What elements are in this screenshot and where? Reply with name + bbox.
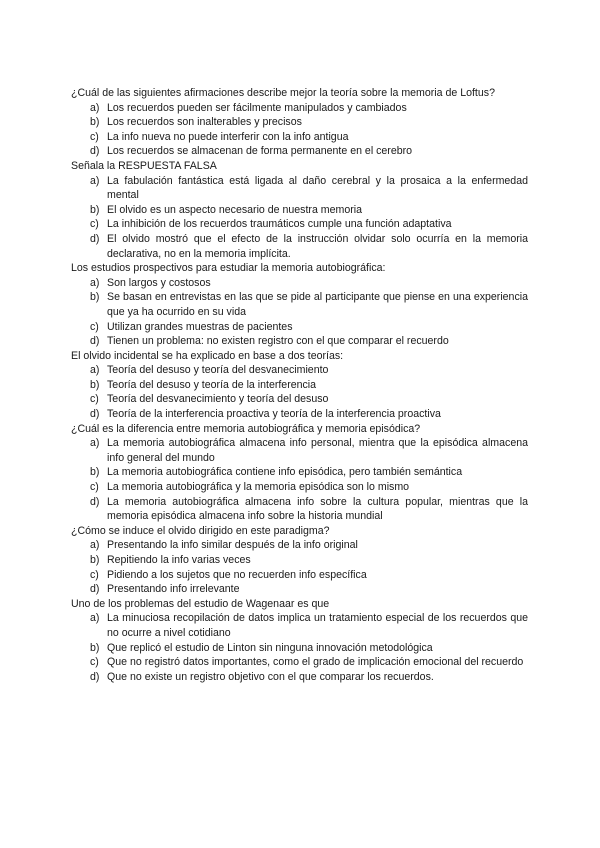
option-text: La minuciosa recopilación de datos implica un tratamiento especial de los recuerdos que no ocurre a nivel cotidiano: [107, 612, 528, 639]
option-letter: b): [90, 116, 100, 129]
option-text: Repitiendo la info varias veces: [107, 554, 251, 566]
option-letter: b): [90, 641, 100, 654]
question-text: Uno de los problemas del estudio de Wagenaar es que: [71, 597, 330, 610]
option-text: Que no registró datos importantes, como el grado de implicación emocional del recuerdo: [107, 656, 524, 669]
option-text: Pidiendo a los sujetos que no recuerden info específica: [107, 568, 367, 581]
answer-option: [71, 568, 528, 583]
option-text: Teoría del desuso y teoría de la interferencia: [107, 378, 317, 391]
answer-option: [71, 320, 528, 335]
option-letter: a): [90, 174, 100, 187]
question-text: ¿Cuál es la diferencia entre memoria autobiográfica y memoria episódica?: [71, 422, 421, 435]
option-text: La inhibición de los recuerdos traumáticos cumple una función adaptativa: [107, 218, 452, 231]
answer-option: [71, 115, 528, 130]
option-text: Teoría de la interferencia proactiva y teoría de la interferencia proactiva: [107, 408, 441, 421]
answer-option: [71, 276, 528, 291]
option-text: La memoria autobiográfica y la memoria episódica son lo mismo: [107, 481, 410, 494]
option-letter: d): [90, 335, 100, 348]
answer-option: [71, 538, 528, 553]
answer-option: [71, 611, 528, 640]
option-text: Los recuerdos son inalterables y precisos: [107, 116, 302, 129]
option-letter: a): [90, 364, 100, 377]
answer-option: [71, 363, 528, 378]
question-block: [71, 159, 528, 261]
option-letter: c): [90, 656, 99, 669]
option-letter: d): [90, 408, 100, 421]
option-letter: a): [90, 437, 100, 450]
option-letter: d): [90, 670, 100, 683]
option-text: La fabulación fantástica está ligada al daño cerebral y la prosaica a la enfermedad mental: [107, 174, 528, 202]
answer-option: [71, 290, 528, 319]
question-text: ¿Cómo se induce el olvido dirigido en este paradigma?: [71, 524, 330, 537]
option-text: El olvido mostró que el efecto de la instrucción olvidar solo ocurría en la memoria declarativa, no en la memoria implícita.: [107, 232, 528, 260]
option-letter: b): [90, 466, 100, 479]
question-block: [71, 86, 528, 159]
answer-option: [71, 203, 528, 218]
option-text: Tienen un problema: no existen registro con el que comparar el recuerdo: [107, 335, 449, 348]
option-letter: d): [90, 495, 100, 508]
answer-options: [71, 538, 528, 596]
answer-options: [71, 174, 528, 262]
option-text: Los recuerdos pueden ser fácilmente manipulados y cambiados: [107, 101, 407, 114]
answer-option: [71, 378, 528, 393]
question-block: [71, 422, 528, 524]
answer-option: [71, 392, 528, 407]
question-text: Señala la RESPUESTA FALSA: [71, 159, 217, 172]
answer-option: [71, 465, 528, 480]
option-text: Que replicó el estudio de Linton sin ninguna innovación metodológica: [107, 641, 433, 654]
answer-option: [71, 407, 528, 422]
answer-option: [71, 130, 528, 145]
answer-option: [71, 232, 528, 261]
option-text: La memoria autobiográfica almacena info sobre la cultura popular, mientras que la memoria episódica almacena info sobre la historia mundial: [107, 495, 528, 523]
option-text: La memoria autobiográfica almacena info personal, mientra que la episódica almacena info general del mundo: [107, 437, 528, 464]
option-letter: a): [90, 276, 100, 289]
option-letter: b): [90, 203, 100, 216]
question-block: [71, 349, 528, 422]
question-text: Los estudios prospectivos para estudiar la memoria autobiográfica:: [71, 262, 386, 275]
option-text: El olvido es un aspecto necesario de nuestra memoria: [107, 203, 362, 216]
option-text: Los recuerdos se almacenan de forma permanente en el cerebro: [107, 145, 413, 158]
option-text: Teoría del desvanecimiento y teoría del desuso: [107, 393, 329, 406]
answer-option: [71, 101, 528, 116]
option-letter: a): [90, 539, 100, 552]
answer-option: [71, 334, 528, 349]
answer-options: [71, 276, 528, 349]
answer-option: [71, 670, 528, 685]
option-text: Se basan en entrevistas en las que se pide al participante que piense en una experiencia que ya ha ocurrido en su vida: [107, 291, 528, 318]
option-letter: b): [90, 378, 100, 391]
option-letter: c): [90, 393, 99, 406]
answer-options: [71, 436, 528, 524]
question-block: [71, 524, 528, 597]
option-text: Presentando la info similar después de la info original: [107, 539, 358, 552]
answer-option: [71, 641, 528, 656]
option-text: Presentando info irrelevante: [107, 583, 240, 596]
option-text: Que no existe un registro objetivo con el que comparar los recuerdos.: [107, 670, 434, 683]
option-text: La info nueva no puede interferir con la info antigua: [107, 130, 349, 143]
answer-options: [71, 363, 528, 421]
option-text: Teoría del desuso y teoría del desvanecimiento: [107, 364, 329, 377]
answer-option: [71, 144, 528, 159]
question-block: [71, 597, 528, 685]
option-letter: d): [90, 145, 100, 158]
answer-option: [71, 217, 528, 232]
option-letter: d): [90, 232, 100, 245]
option-letter: c): [90, 481, 99, 494]
answer-options: [71, 611, 528, 684]
question-text: ¿Cuál de las siguientes afirmaciones describe mejor la teoría sobre la memoria de Loftus?: [71, 87, 495, 99]
option-letter: a): [90, 101, 100, 114]
option-text: La memoria autobiográfica contiene info episódica, pero también semántica: [107, 466, 463, 479]
option-letter: c): [90, 568, 99, 581]
answer-option: [71, 174, 528, 203]
option-letter: d): [90, 583, 100, 596]
option-letter: b): [90, 554, 100, 566]
answer-option: [71, 480, 528, 495]
option-text: Son largos y costosos: [107, 276, 211, 289]
answer-option: [71, 436, 528, 465]
answer-options: [71, 101, 528, 159]
option-letter: c): [90, 218, 99, 231]
option-letter: c): [90, 320, 99, 333]
answer-option: [71, 495, 528, 524]
answer-option: [71, 582, 528, 597]
option-letter: b): [90, 291, 100, 304]
answer-option: [71, 655, 528, 670]
question-block: [71, 261, 528, 349]
option-letter: a): [90, 612, 100, 625]
question-text: El olvido incidental se ha explicado en base a dos teorías:: [71, 349, 344, 362]
option-text: Utilizan grandes muestras de pacientes: [107, 320, 293, 333]
option-letter: c): [90, 130, 99, 143]
answer-option: [71, 553, 528, 568]
